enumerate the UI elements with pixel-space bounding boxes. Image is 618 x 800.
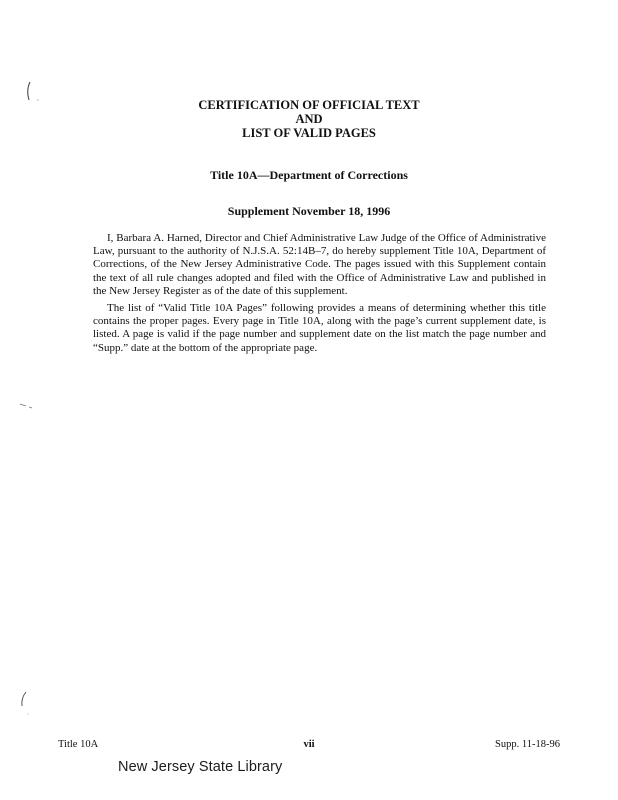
certification-paragraph: I, Barbara A. Harned, Director and Chief Administrative Law Judge of the Office of Administrative Law, pursuant to the authority of N.J.S.A. 52:14B–7, do hereby supplement Title 10A, Department of Corrections, of the New Jersey Administrative Code. The pages issued with this Supplement contain the text of all rule changes adopted and filed with the Office of Administrative Law and published in the New Jersey Register as of the date of this supplement. — [93, 232, 546, 297]
certification-title: CERTIFICATION OF OFFICIAL TEXT — [198, 98, 420, 112]
library-stamp: New Jersey State Library — [118, 759, 283, 775]
certification-conjunction: AND — [295, 112, 323, 126]
title-subject: Title 10A—Department of Corrections — [210, 168, 408, 182]
valid-pages-title: LIST OF VALID PAGES — [242, 126, 376, 140]
supplement-date-heading: Supplement November 18, 1996 — [227, 204, 391, 218]
footer-title-reference: Title 10A — [58, 739, 99, 750]
scan-mark-middle — [18, 400, 38, 412]
valid-pages-explanation-paragraph: The list of “Valid Title 10A Pages” following provides a means of determining whether this title contains the proper pages. Every page in Title 10A, along with the page’s current supplement date, is listed. A page is valid if the page number and supplement date on the list match the page number and “Supp.” date at the bottom of the appropriate page. — [93, 302, 546, 354]
footer-page-number: vii — [303, 739, 315, 750]
scan-mark-bottom — [18, 690, 38, 720]
footer-supplement-date: Supp. 11-18-96 — [495, 739, 560, 750]
